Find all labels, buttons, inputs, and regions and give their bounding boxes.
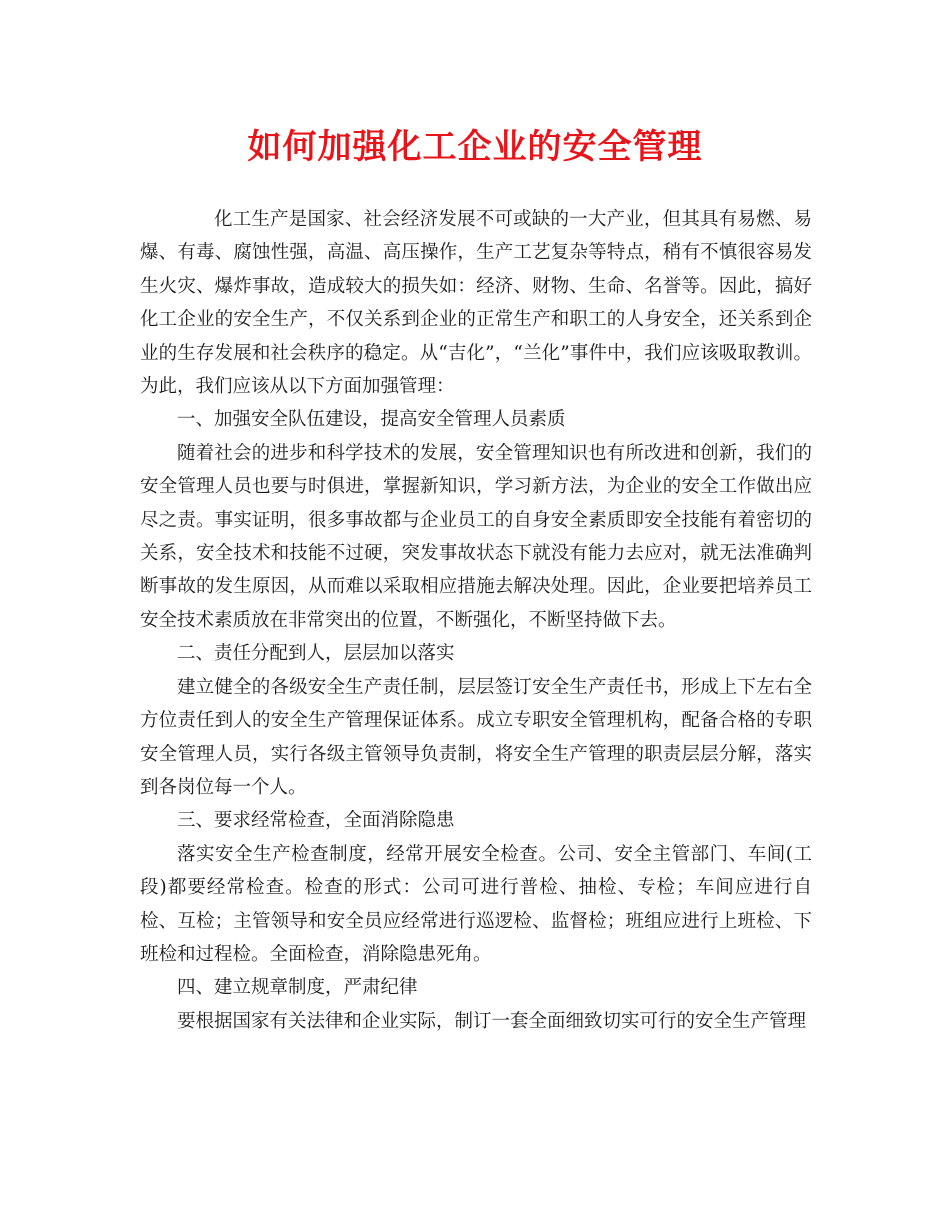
section-paragraph-2: 建立健全的各级安全生产责任制，层层签订安全生产责任书，形成上下左右全方位责任到人的安全生产管理保证体系。成立专职安全管理机构，配备合格的专职安全管理人员，实行各级主管领导负责制，将安全生产管理的职责层层分解，落实到各岗位每一个人。 (140, 676, 812, 798)
section-heading-1: 一、加强安全队伍建设，提高安全管理人员素质 (177, 409, 566, 431)
section-heading-3: 三、要求经常检查，全面消除隐患 (177, 810, 455, 832)
document-body (140, 203, 812, 1038)
intro-paragraph: 化工生产是国家、社会经济发展不可或缺的一大产业，但其具有易燃、易爆、有毒、腐蚀性强，高温、高压操作，生产工艺复杂等特点，稍有不慎很容易发生火灾、爆炸事故，造成较大的损失如：经济、财物、生命、名誉等。因此，搞好化工企业的安全生产，不仅关系到企业的正常生产和职工的人身安全，还关系到企业的生存发展和社会秩序的稳定。从“吉化”，“兰化”事件中，我们应该吸取教训。为此，我们应该从以下方面加强管理： (140, 209, 812, 398)
section-paragraph-3: 落实安全生产检查制度，经常开展安全检查。公司、安全主管部门、车间(工段)都要经常检查。检查的形式：公司可进行普检、抽检、专检；车间应进行自检、互检；主管领导和安全员应经常进行巡逻检、监督检；班组应进行上班检、下班检和过程检。全面检查，消除隐患死角。 (140, 843, 812, 965)
section-paragraph-1: 随着社会的进步和科学技术的发展，安全管理知识也有所改进和创新，我们的安全管理人员也要与时俱进，掌握新知识，学习新方法，为企业的安全工作做出应尽之责。事实证明，很多事故都与企业员工的自身安全素质即安全技能有着密切的关系，安全技术和技能不过硬，突发事故状态下就没有能力去应对，就无法准确判断事故的发生原因，从而难以采取相应措施去解决处理。因此，企业要把培养员工安全技术素质放在非常突出的位置，不断强化，不断坚持做下去。 (140, 442, 812, 631)
document-title: 如何加强化工企业的安全管理 (247, 127, 703, 167)
section-paragraph-4: 要根据国家有关法律和企业实际，制订一套全面细致切实可行的安全生产管理 (177, 1010, 807, 1032)
section-heading-4: 四、建立规章制度，严肃纪律 (177, 977, 418, 999)
section-heading-2: 二、责任分配到人，层层加以落实 (177, 643, 455, 665)
